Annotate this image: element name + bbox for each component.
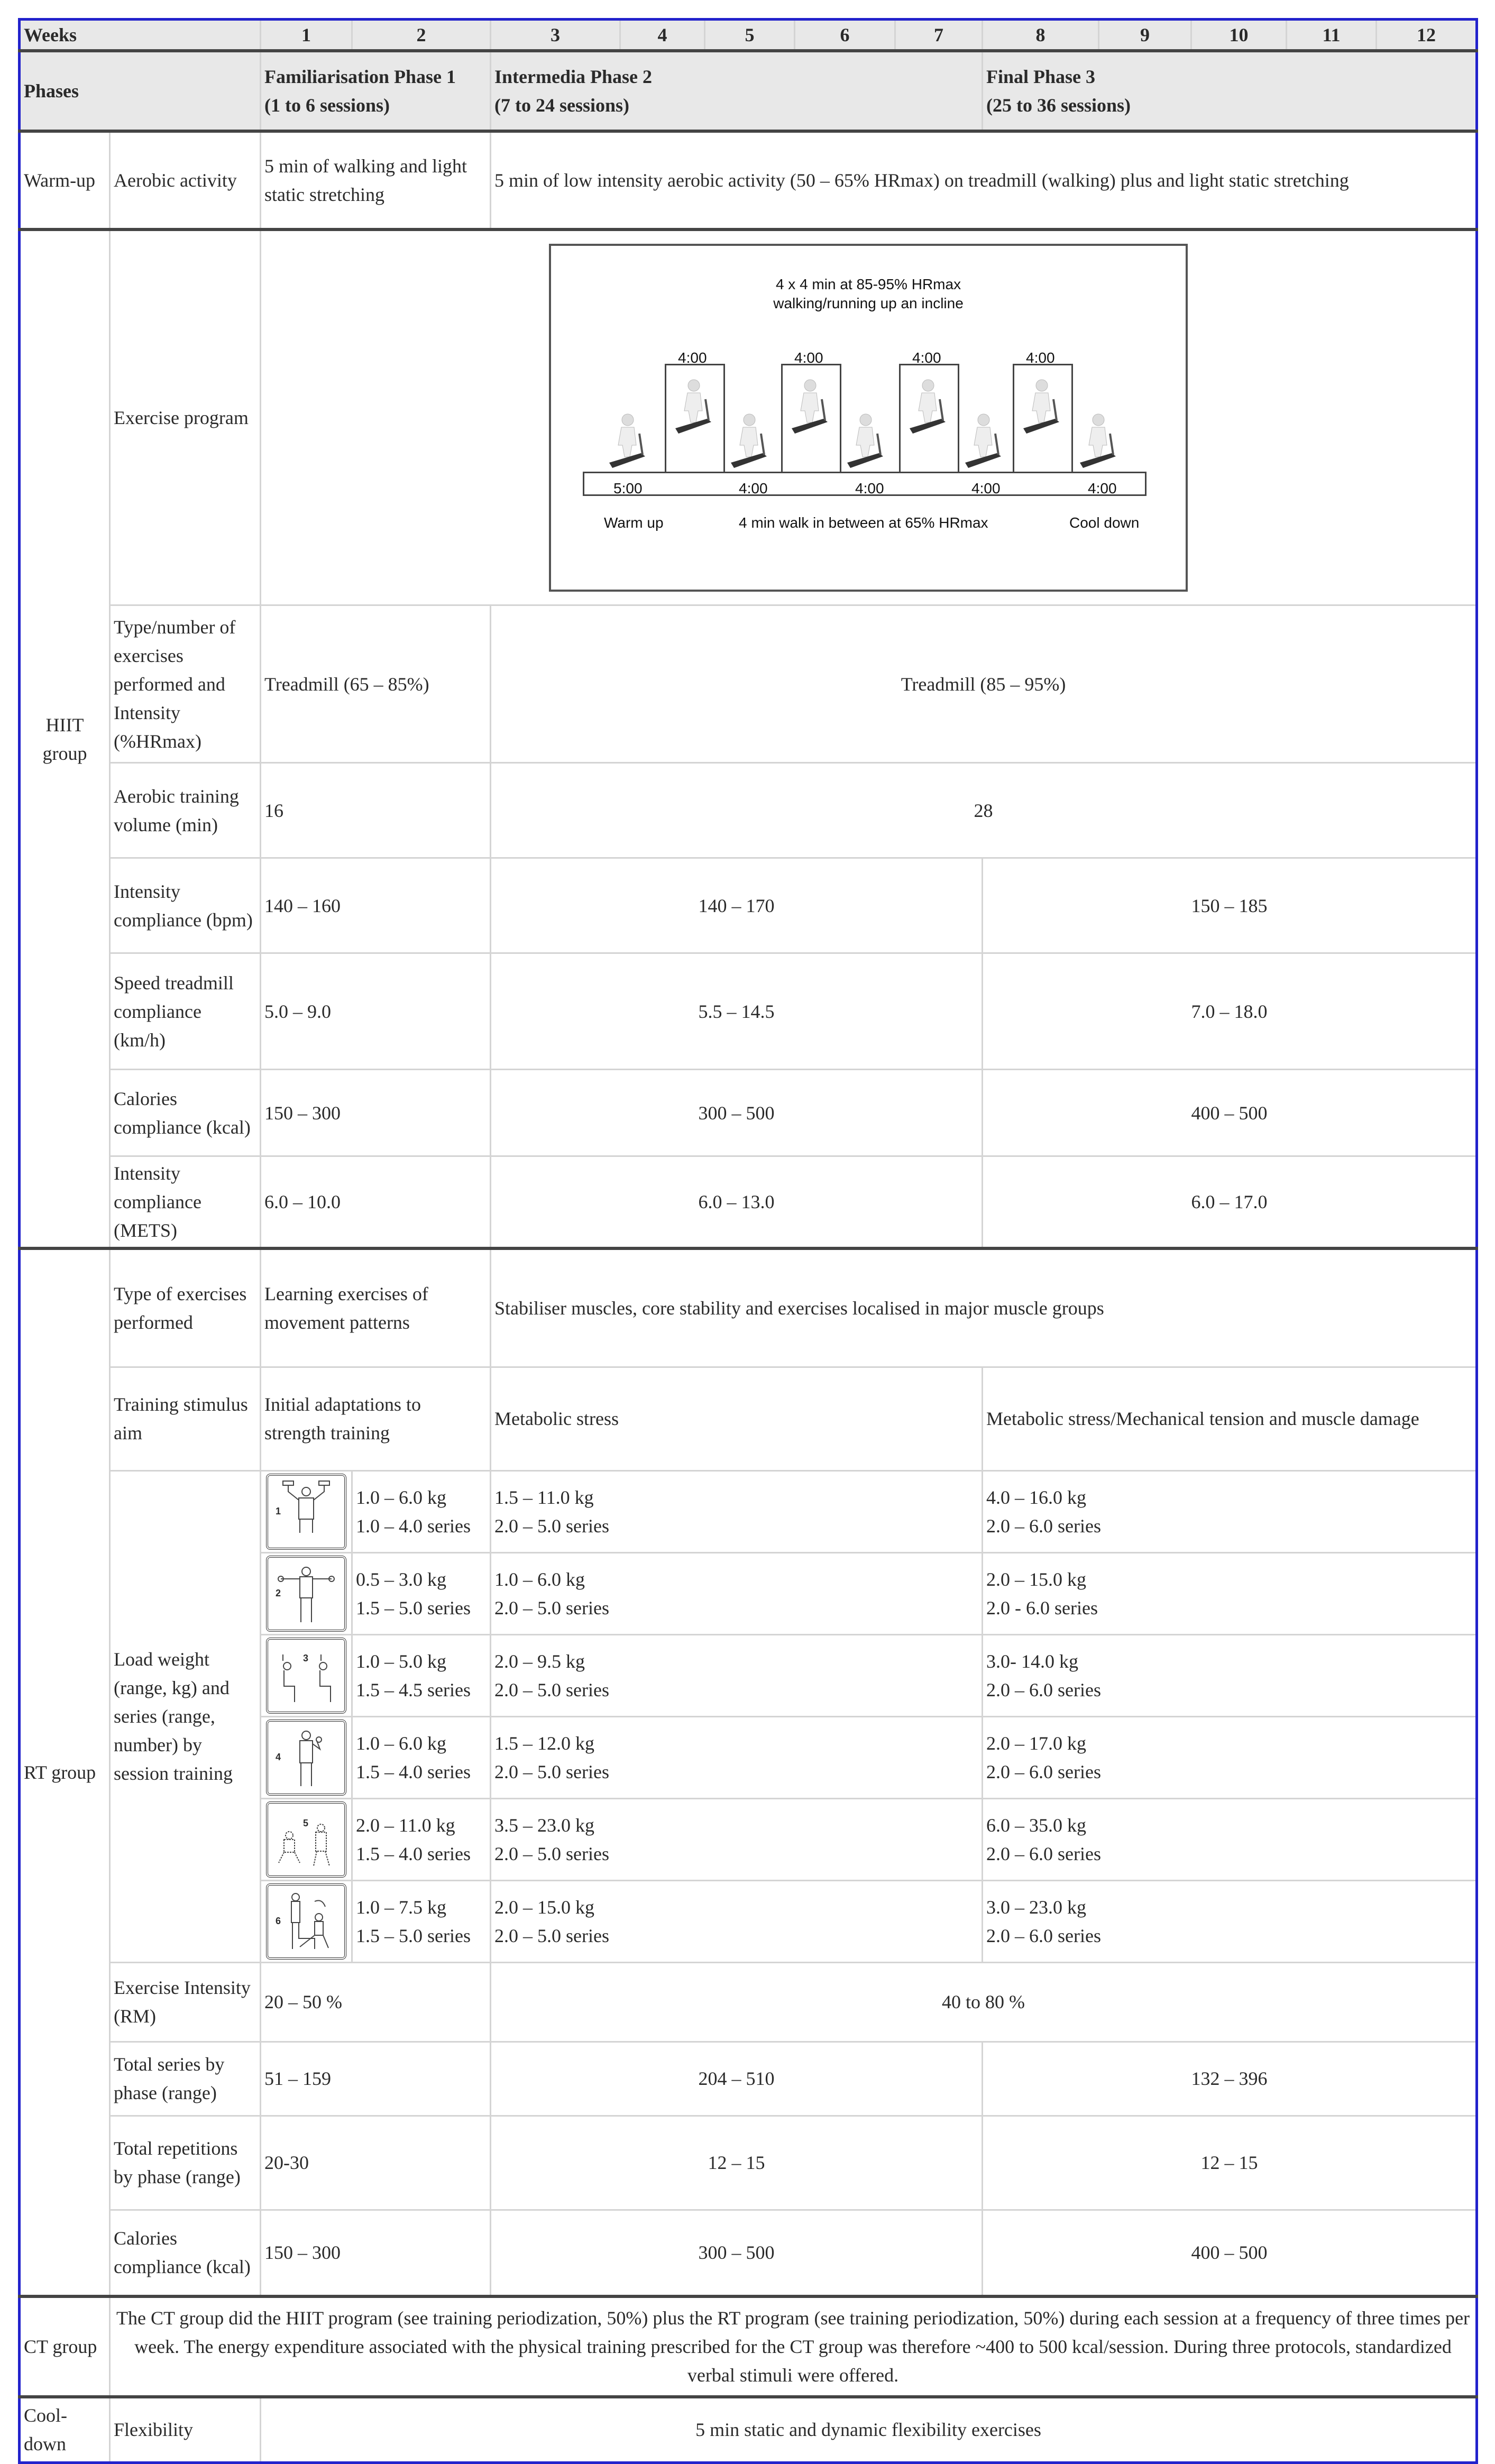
bar-label-rest-3: 4:00 <box>971 480 1001 497</box>
exercise-phase3: 3.0- 14.0 kg 2.0 – 6.0 series <box>983 1634 1477 1716</box>
seated-triceps-extension-icon: 3 <box>266 1638 346 1714</box>
rt-stimulus-phase1: Initial adaptations to strength training <box>261 1367 491 1470</box>
rt-series-row <box>20 2042 1477 2116</box>
hiit-row-phase1: 16 <box>261 763 491 858</box>
hiit-row-phase2: 300 – 500 <box>491 1070 983 1156</box>
exercise-phase1: 2.0 – 11.0 kg 1.5 – 4.0 series <box>352 1798 491 1880</box>
rt-calories-phase2: 300 – 500 <box>491 2210 983 2296</box>
rt-type-phase23: Stabiliser muscles, core stability and exercises localised in major muscle groups <box>491 1248 1477 1367</box>
diagram-footer-cooldown: Cool down <box>1069 514 1140 531</box>
exercise-phase2: 3.5 – 23.0 kg 2.0 – 5.0 series <box>491 1798 983 1880</box>
rt-series-phase2: 204 – 510 <box>491 2042 983 2116</box>
hiit-4x4-diagram <box>549 244 1188 592</box>
treadmill-runner-icon <box>907 378 949 436</box>
rt-reps-phase2: 12 – 15 <box>491 2116 983 2210</box>
rt-reps-label: Total repetitions by phase (range) <box>110 2116 261 2210</box>
rt-type-label: Type of exercises performed <box>110 1248 261 1367</box>
hiit-row-label: Intensity compliance (METS) <box>110 1156 261 1249</box>
rt-reps-phase1: 20-30 <box>261 2116 491 2210</box>
week-12: 12 <box>1377 20 1477 51</box>
hiit-row-phase1: Treadmill (65 – 85%) <box>261 605 491 763</box>
cooldown-group-label: Cool-down <box>20 2397 110 2462</box>
hiit-row-phase1: 140 – 160 <box>261 858 491 953</box>
exercise-illustration <box>261 1880 352 1962</box>
weeks-label: Weeks <box>20 20 261 51</box>
rt-intensity-row <box>20 1962 1477 2042</box>
phase-3-name: Final Phase 3 <box>986 66 1096 87</box>
phase-3-sessions: (25 to 36 sessions) <box>986 95 1131 116</box>
rt-series-phase1: 51 – 159 <box>261 2042 491 2116</box>
exercise-phase1: 0.5 – 3.0 kg 1.5 – 5.0 series <box>352 1552 491 1634</box>
shoulder-press-icon: 1 <box>266 1474 346 1550</box>
rt-group-label: RT group <box>20 1248 110 2296</box>
exercise-phase1: 1.0 – 5.0 kg 1.5 – 4.5 series <box>352 1634 491 1716</box>
warmup-activity-label: Aerobic activity <box>110 131 261 229</box>
rt-calories-phase3: 400 – 500 <box>983 2210 1477 2296</box>
exercise-phase2: 2.0 – 15.0 kg 2.0 – 5.0 series <box>491 1880 983 1962</box>
rt-stimulus-label: Training stimulus aim <box>110 1367 261 1470</box>
exercise-phase2: 2.0 – 9.5 kg 2.0 – 5.0 series <box>491 1634 983 1716</box>
treadmill-runner-icon <box>673 378 715 436</box>
phase-1-sessions: (1 to 6 sessions) <box>264 95 390 116</box>
lateral-raise-icon: 2 <box>266 1556 346 1632</box>
hiit-row-label: Speed treadmill compliance (km/h) <box>110 953 261 1070</box>
diagram-footer-middle: 4 min walk in between at 65% HRmax <box>739 514 988 531</box>
treadmill-runner-icon <box>1077 412 1120 471</box>
phase-2-sessions: (7 to 24 sessions) <box>494 95 630 116</box>
bar-label-rest-1: 4:00 <box>739 480 768 497</box>
exercise-phase3: 4.0 – 16.0 kg 2.0 – 6.0 series <box>983 1470 1477 1552</box>
hiit-row <box>20 605 1477 763</box>
rt-series-label: Total series by phase (range) <box>110 2042 261 2116</box>
exercise-phase3: 3.0 – 23.0 kg 2.0 – 6.0 series <box>983 1880 1477 1962</box>
week-9: 9 <box>1099 20 1191 51</box>
week-10: 10 <box>1191 20 1287 51</box>
hiit-row-label: Intensity compliance (bpm) <box>110 858 261 953</box>
phases-label: Phases <box>20 51 261 131</box>
week-4: 4 <box>620 20 705 51</box>
rt-intensity-label: Exercise Intensity (RM) <box>110 1962 261 2042</box>
warmup-phase23: 5 min of low intensity aerobic activity (50 – 65% HRmax) on treadmill (walking) plus and light static stretching <box>491 131 1477 229</box>
hiit-row <box>20 1070 1477 1156</box>
week-3: 3 <box>491 20 620 51</box>
warmup-group-label: Warm-up <box>20 131 110 229</box>
exercise-illustration <box>261 1552 352 1634</box>
ct-description: The CT group did the HIIT program (see training periodization, 50%) plus the RT program (see training periodization, 50%) during each session at a frequency of three times per week. The energy expenditure associated with the physical training prescribed for the CT group was therefore ~400 to 500 kcal/session. During three protocols, standardized verbal stimuli were offered. <box>110 2296 1477 2397</box>
hiit-row-phase1: 6.0 – 10.0 <box>261 1156 491 1249</box>
phase-1-name: Familiarisation Phase 1 <box>264 66 456 87</box>
hiit-row-phase23: Treadmill (85 – 95%) <box>491 605 1477 763</box>
bar-label-rest-2: 4:00 <box>855 480 884 497</box>
phases-header-row <box>20 51 1477 131</box>
hiit-row <box>20 858 1477 953</box>
phase-2-name: Intermedia Phase 2 <box>494 66 652 87</box>
hiit-row-phase3: 7.0 – 18.0 <box>983 953 1477 1070</box>
hiit-row-phase3: 400 – 500 <box>983 1070 1477 1156</box>
exercise-phase2: 1.5 – 12.0 kg 2.0 – 5.0 series <box>491 1716 983 1798</box>
phase-3-header <box>983 51 1477 131</box>
cooldown-description: 5 min static and dynamic flexibility exercises <box>261 2397 1477 2462</box>
interval-label-4: 4:00 <box>1026 350 1055 366</box>
exercise-illustration <box>261 1716 352 1798</box>
rt-stimulus-row <box>20 1367 1477 1470</box>
week-2: 2 <box>352 20 491 51</box>
diagram-title <box>551 275 1186 313</box>
treadmill-runner-icon <box>845 412 887 471</box>
treadmill-runner-icon <box>962 412 1005 471</box>
exercise-phase3: 6.0 – 35.0 kg 2.0 – 6.0 series <box>983 1798 1477 1880</box>
diagram-title-line1: 4 x 4 min at 85-95% HRmax <box>775 276 961 292</box>
diagram-title-line2: walking/running up an incline <box>773 295 964 311</box>
rt-calories-phase1: 150 – 300 <box>261 2210 491 2296</box>
exercise-phase2: 1.0 – 6.0 kg 2.0 – 5.0 series <box>491 1552 983 1634</box>
hiit-exercise-program-row <box>20 229 1477 605</box>
exercise-phase1: 1.0 – 6.0 kg 1.5 – 4.0 series <box>352 1716 491 1798</box>
interval-label-3: 4:00 <box>912 350 941 366</box>
exercise-illustration <box>261 1634 352 1716</box>
hiit-group-label: HIIT group <box>20 229 110 1248</box>
biceps-curl-icon: 4 <box>266 1720 346 1796</box>
warmup-row <box>20 131 1477 229</box>
cooldown-activity-label: Flexibility <box>110 2397 261 2462</box>
exercise-program-label: Exercise program <box>110 229 261 605</box>
rt-reps-row <box>20 2116 1477 2210</box>
rt-stimulus-phase2: Metabolic stress <box>491 1367 983 1470</box>
hiit-row-phase1: 150 – 300 <box>261 1070 491 1156</box>
week-8: 8 <box>983 20 1099 51</box>
hiit-row-label: Type/number of exercises performed and Intensity (%HRmax) <box>110 605 261 763</box>
rt-calories-label: Calories compliance (kcal) <box>110 2210 261 2296</box>
hiit-row-phase23: 28 <box>491 763 1477 858</box>
exercise-phase3: 2.0 – 17.0 kg 2.0 – 6.0 series <box>983 1716 1477 1798</box>
rt-type-phase1: Learning exercises of movement patterns <box>261 1248 491 1367</box>
rt-intensity-phase23: 40 to 80 % <box>491 1962 1477 2042</box>
hiit-row <box>20 953 1477 1070</box>
cooldown-row <box>20 2397 1477 2462</box>
week-1: 1 <box>261 20 352 51</box>
ct-group-label: CT group <box>20 2296 110 2397</box>
rt-exercise-row <box>20 1470 1477 1552</box>
exercise-illustration <box>261 1798 352 1880</box>
hiit-row-label: Calories compliance (kcal) <box>110 1070 261 1156</box>
treadmill-runner-icon <box>1021 378 1063 436</box>
bar-label-cooldown: 4:00 <box>1088 480 1117 497</box>
bar-label-warmup: 5:00 <box>613 480 643 497</box>
exercise-phase2: 1.5 – 11.0 kg 2.0 – 5.0 series <box>491 1470 983 1552</box>
rt-intensity-phase1: 20 – 50 % <box>261 1962 491 2042</box>
diagram-footer-warmup: Warm up <box>604 514 664 531</box>
interval-label-1: 4:00 <box>678 350 707 366</box>
hiit-diagram-cell <box>261 229 1477 605</box>
week-7: 7 <box>895 20 983 51</box>
rt-reps-phase3: 12 – 15 <box>983 2116 1477 2210</box>
exercise-phase3: 2.0 – 15.0 kg 2.0 - 6.0 series <box>983 1552 1477 1634</box>
ct-row <box>20 2296 1477 2397</box>
rt-load-label: Load weight (range, kg) and series (range, number) by session training <box>110 1470 261 1962</box>
interval-label-2: 4:00 <box>794 350 823 366</box>
rt-type-row <box>20 1248 1477 1367</box>
week-5: 5 <box>705 20 795 51</box>
exercise-illustration <box>261 1470 352 1552</box>
hiit-row-label: Aerobic training volume (min) <box>110 763 261 858</box>
phase-1-header <box>261 51 491 131</box>
rt-calories-row <box>20 2210 1477 2296</box>
hiit-row-phase1: 5.0 – 9.0 <box>261 953 491 1070</box>
lunge-icon: 6 <box>266 1883 346 1960</box>
treadmill-runner-icon <box>607 412 649 471</box>
rt-series-phase3: 132 – 396 <box>983 2042 1477 2116</box>
week-11: 11 <box>1287 20 1377 51</box>
exercise-phase1: 1.0 – 7.5 kg 1.5 – 5.0 series <box>352 1880 491 1962</box>
hiit-row-phase3: 6.0 – 17.0 <box>983 1156 1477 1249</box>
treadmill-runner-icon <box>728 412 771 471</box>
hiit-row <box>20 1156 1477 1249</box>
hiit-row-phase2: 5.5 – 14.5 <box>491 953 983 1070</box>
rt-stimulus-phase3: Metabolic stress/Mechanical tension and muscle damage <box>983 1367 1477 1470</box>
warmup-phase1: 5 min of walking and light static stretching <box>261 131 491 229</box>
phase-2-header <box>491 51 983 131</box>
week-6: 6 <box>795 20 895 51</box>
hiit-row-phase2: 140 – 170 <box>491 858 983 953</box>
weeks-header-row <box>20 20 1477 51</box>
training-periodization-table <box>18 18 1478 2464</box>
hiit-row-phase2: 6.0 – 13.0 <box>491 1156 983 1249</box>
squat-icon: 5 <box>266 1801 346 1878</box>
exercise-phase1: 1.0 – 6.0 kg 1.0 – 4.0 series <box>352 1470 491 1552</box>
treadmill-runner-icon <box>789 378 831 436</box>
hiit-row <box>20 763 1477 858</box>
hiit-row-phase3: 150 – 185 <box>983 858 1477 953</box>
